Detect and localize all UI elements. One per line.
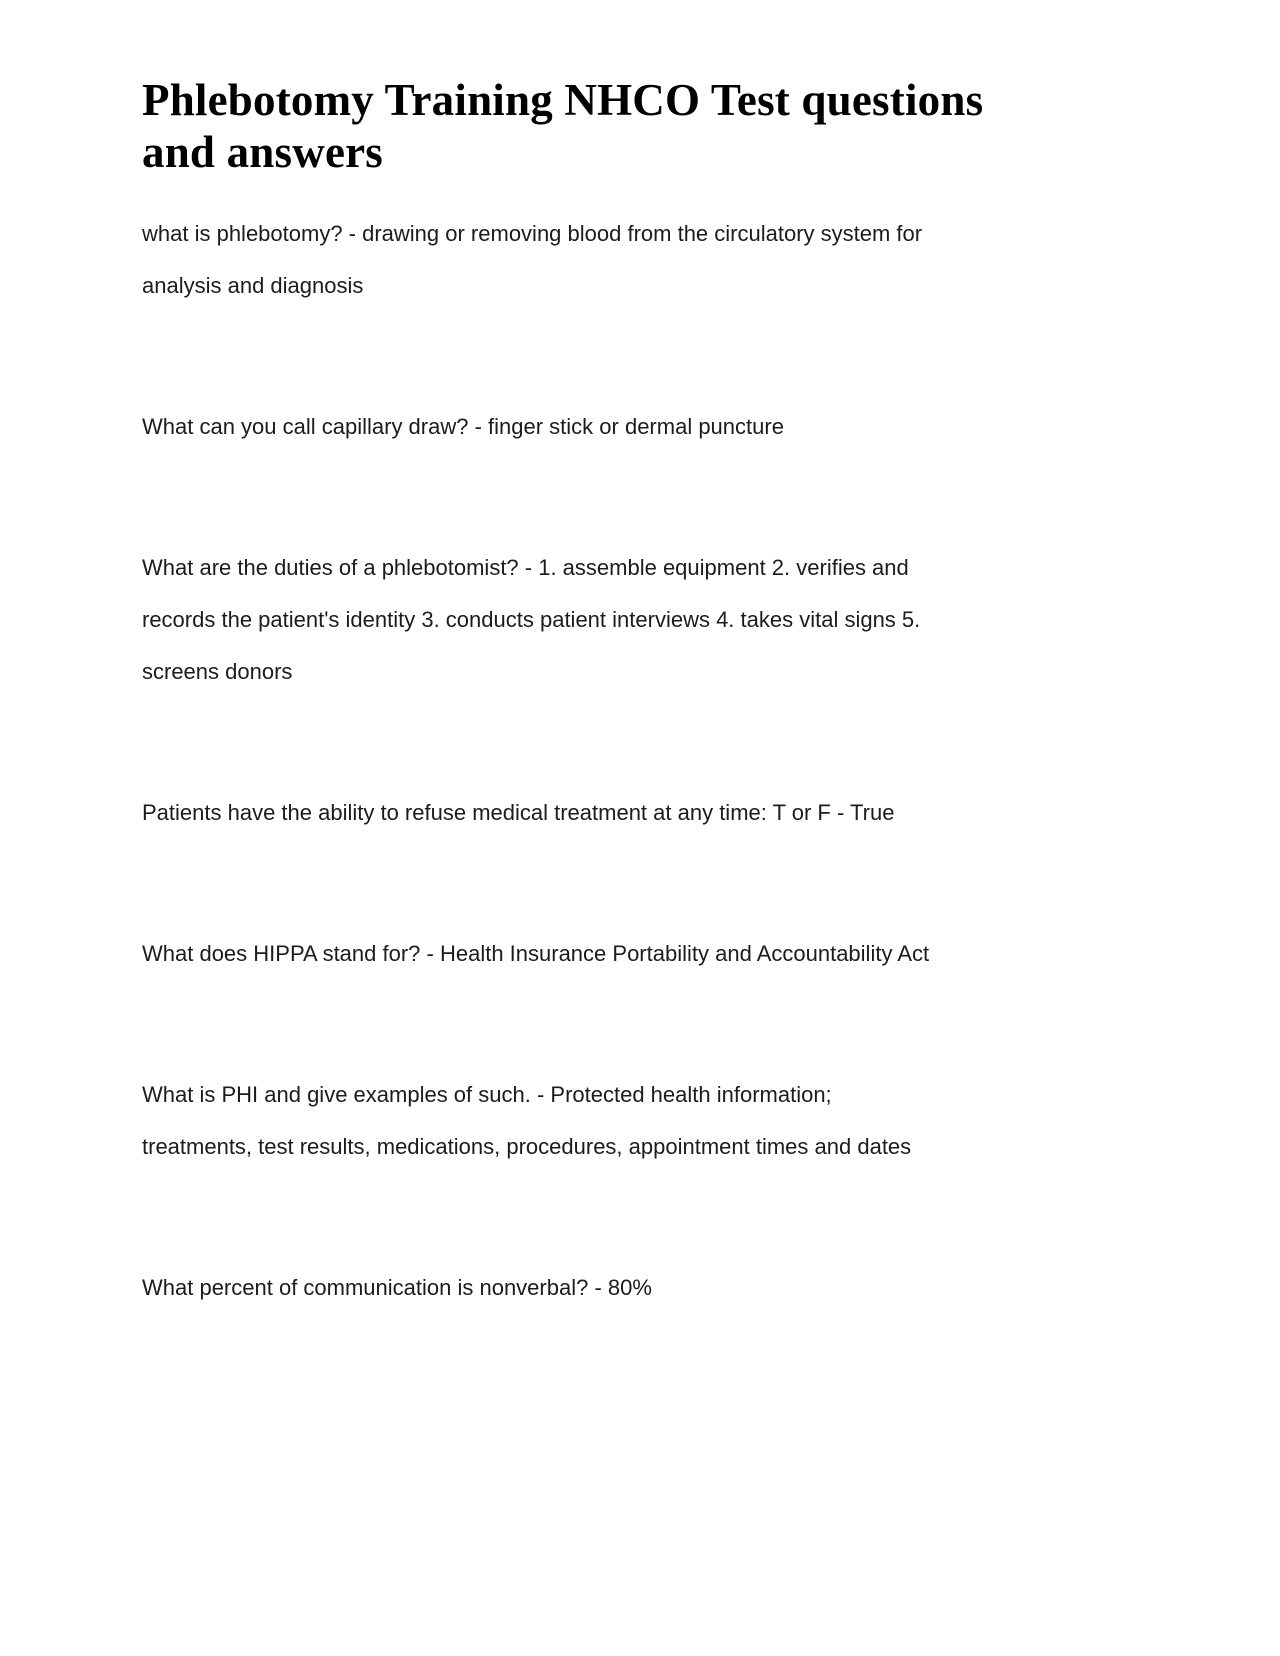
qa-text-line: screens donors (142, 659, 293, 684)
qa-text-line: What does HIPPA stand for? - Health Insurance Portability and Accountability Act (142, 941, 930, 966)
qa-paragraph (142, 1069, 1138, 1173)
document-title (142, 74, 1138, 178)
qa-text-line: analysis and diagnosis (142, 273, 364, 298)
qa-text-line: What are the duties of a phlebotomist? - 1. assemble equipment 2. verifies and (142, 555, 909, 580)
document-title-line: Phlebotomy Training NHCO Test questions (142, 75, 984, 125)
qa-text-line: records the patient's identity 3. conducts patient interviews 4. takes vital signs 5. (142, 607, 921, 632)
qa-text-line: What is PHI and give examples of such. - Protected health information; (142, 1082, 832, 1107)
qa-paragraph (142, 1262, 1138, 1314)
qa-paragraph (142, 787, 1138, 839)
qa-paragraph (142, 208, 1138, 312)
qa-paragraph (142, 542, 1138, 698)
qa-paragraph (142, 401, 1138, 453)
qa-text-line: what is phlebotomy? - drawing or removing blood from the circulatory system for (142, 221, 923, 246)
qa-text-line: Patients have the ability to refuse medical treatment at any time: T or F - True (142, 800, 895, 825)
qa-text-line: What can you call capillary draw? - finger stick or dermal puncture (142, 414, 784, 439)
qa-text-line: treatments, test results, medications, procedures, appointment times and dates (142, 1134, 912, 1159)
qa-paragraph (142, 928, 1138, 980)
qa-text-line: What percent of communication is nonverbal? - 80% (142, 1275, 652, 1300)
document-title-line: and answers (142, 127, 383, 177)
